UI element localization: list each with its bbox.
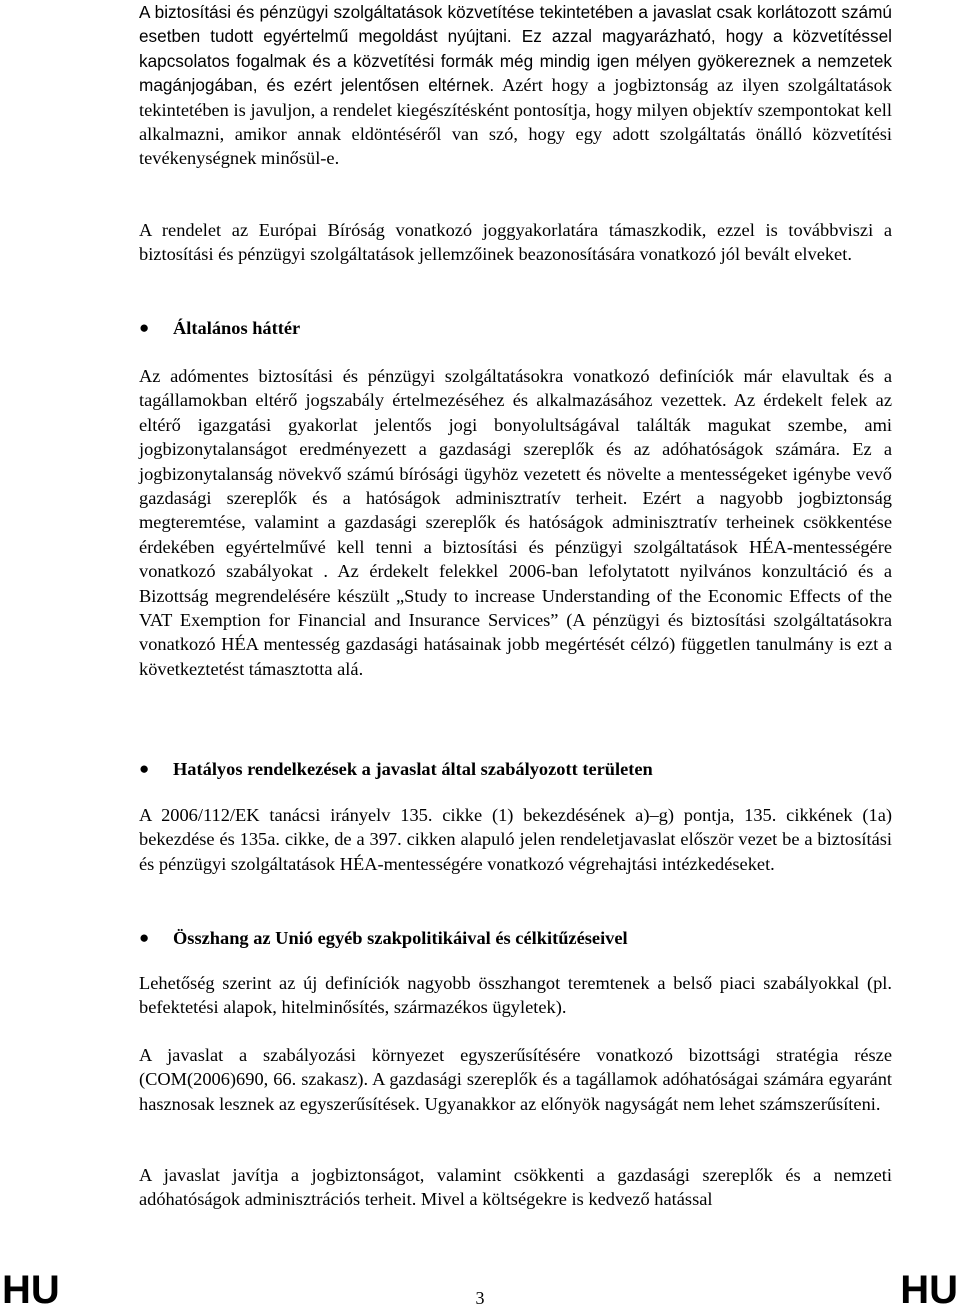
paragraph-simplification-strategy: A javaslat a szabályozási környezet egyszerűsítésére vonatkozó bizottsági stratégia része (COM(2006)690, 66. szakasz). A gazdasági szereplők és a tagállamok adóhatóságai számára egyaránt hasznosak lesznek az egyszerűsítések. Ugyanakkor az előnyök nagyságát nem lehet számszerűsíteni. [139, 1045, 892, 1114]
paragraph-internal-market: Lehetőség szerint az új definíciók nagyobb összhangot teremtenek a belső piaci szabályokkal (pl. befektetési alapok, hitelminősítés, származékos ügyletek). [139, 973, 892, 1018]
heading-general-background [139, 316, 892, 340]
paragraph-intermediation-sans-part: A biztosítási és pénzügyi szolgáltatások közvetítése tekintetében a javaslat csak korlátozott számú esetben tudott egyértelmű megoldást nyújtani. Ez azzal magyarázható, hogy a közvetítéssel kapcsolatos fogalmak és a közvetítési formák még mindig igen mélyen gyökereznek a nemzetek magánjogában, és ezért jelentősen eltérnek. [139, 2, 892, 96]
heading-consistency-policies-text: Összhang az Unió egyéb szakpolitikáival és célkitűzéseivel [173, 928, 628, 948]
paragraph-background-details: Az adómentes biztosítási és pénzügyi szolgáltatásokra vonatkozó definíciók már elavultak és a tagállamokban eltérő jogszabály értelmezéséhez és alkalmazásához vezettek. Az érdekelt felek az eltérő igazgatási gyakorlat jelentős jogi bonyolultságával találták magukat szembe, ami jogbizonytalanságot eredményezett a gazdasági szereplők és az adóhatóságok számára. Ez a jogbizonytalanság növekvő számú bírósági ügyhöz vezetett és növelte a mentességeket igénybe vevő gazdasági szereplők és a hatóságok adminisztratív terheit. Ezért a nagyobb jogbiztonság megteremtése, valamint a gazdasági szereplők és hatóságok adminisztratív terheinek csökkentése érdekében egyértelművé kell tenni a biztosítási és pénzügyi szolgáltatások HÉA-mentességére vonatkozó szabályokat . Az érdekelt felekkel 2006-ban lefolytatott nyilvános konzultáció és a Bizottság megrendelésére készült „Study to increase Understanding of the Economic Effects of the VAT Exemption for Financial and Insurance Services” (A pénzügyi és biztosítási szolgáltatásokra vonatkozó HÉA mentesség gazdasági hatásainak jobb megértését célzó) független tanulmány is ezt a következtetést támasztotta alá. [139, 366, 892, 679]
paragraph-court-case-law: A rendelet az Európai Bíróság vonatkozó joggyakorlatára támaszkodik, ezzel is továbbviszi a biztosítási és pénzügyi szolgáltatások jellemzőinek beazonosítására vonatkozó jól bevált elveket. [139, 220, 892, 265]
footer-language-code-right: HU [900, 1268, 958, 1312]
heading-general-background-text: Általános háttér [173, 318, 301, 338]
paragraph-intermediation [139, 0, 892, 171]
page-number: 3 [475, 1288, 485, 1308]
bullet-icon: ● [139, 759, 150, 778]
heading-existing-provisions-text: Hatályos rendelkezések a javaslat által szabályozott területen [173, 759, 653, 779]
heading-consistency-policies [139, 926, 892, 950]
footer-language-code-left: HU [2, 1268, 60, 1312]
paragraph-legal-certainty: A javaslat javítja a jogbiztonságot, valamint csökkenti a gazdasági szereplők és a nemzeti adóhatóságok adminisztrációs terheit. Mivel a költségekre is kedvező hatással [139, 1165, 892, 1210]
bullet-icon: ● [139, 318, 150, 337]
paragraph-intermediation-serif-part: Azért hogy a jogbiztonság az ilyen szolgáltatások tekintetében is javuljon, a rendelet kiegészítésként pontosítja, hogy milyen objektív szempontokat kell alkalmazni, amikor annak eldöntéséről van szó, hogy egy adott szolgáltatás önálló közvetítési tevékenységnek minősül-e. [139, 75, 892, 169]
paragraph-directive-reference: A 2006/112/EK tanácsi irányelv 135. cikke (1) bekezdésének a)–g) pontja, 135. cikkének (1a) bekezdése és 135a. cikke, de a 397. cikken alapuló jelen rendeletjavaslat először vezet be a biztosítási és pénzügyi szolgáltatások HÉA-mentességére vonatkozó végrehajtási intézkedéseket. [139, 805, 892, 874]
heading-existing-provisions [139, 757, 892, 781]
bullet-icon: ● [139, 928, 150, 947]
